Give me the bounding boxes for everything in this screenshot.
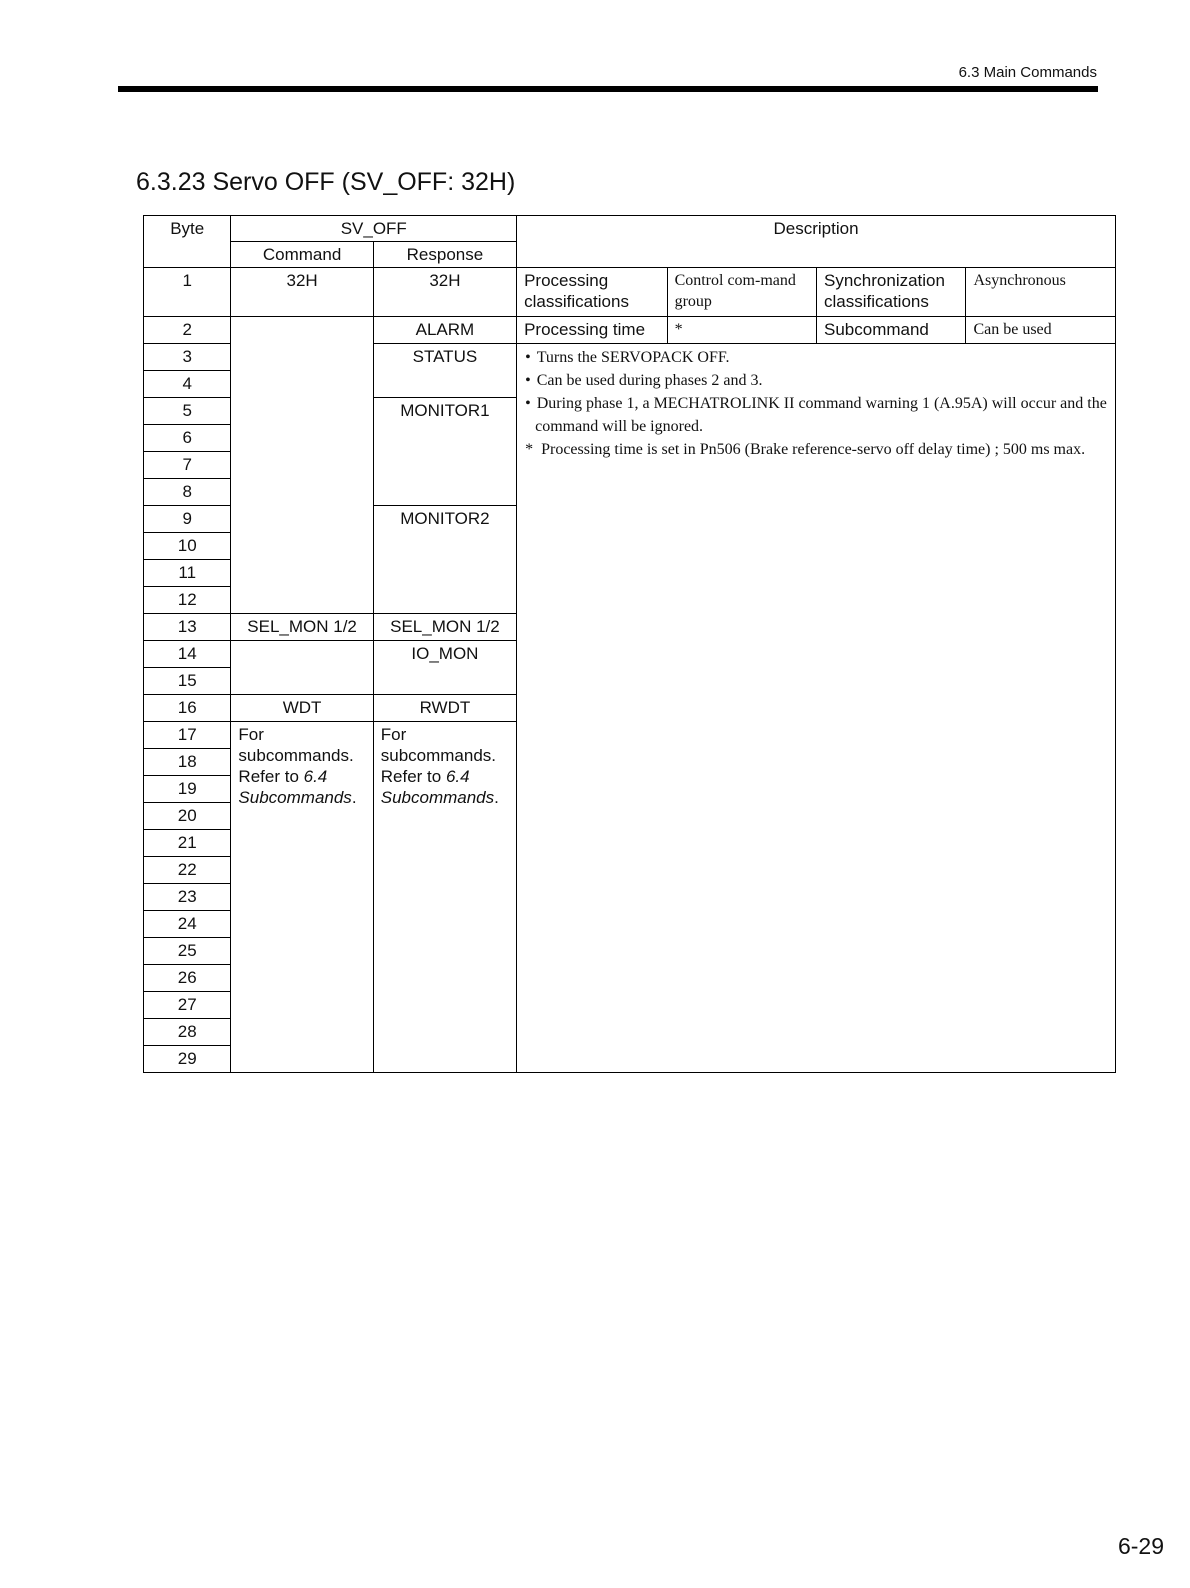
byte-cell: 20 <box>144 803 231 830</box>
byte-cell: 25 <box>144 938 231 965</box>
byte-cell: 7 <box>144 452 231 479</box>
byte-cell: 6 <box>144 425 231 452</box>
command-cell-subcommands: For subcommands. Refer to 6.4 Subcommands. <box>231 722 373 1073</box>
byte-cell: 21 <box>144 830 231 857</box>
response-cell-b13: SEL_MON 1/2 <box>373 614 516 641</box>
byte-cell: 3 <box>144 344 231 371</box>
sync-classification-label: Synchronization classifications <box>817 268 966 317</box>
description-bullet: • Turns the SERVOPACK OFF. <box>525 349 730 366</box>
header-response: Response <box>373 242 516 268</box>
command-cell-b1: 32H <box>231 268 373 317</box>
description-bullet: • During phase 1, a MECHATROLINK II command warning 1 (A.95A) will occur and the command will be ignored. <box>525 395 1107 435</box>
description-bullet: • Can be used during phases 2 and 3. <box>525 372 763 389</box>
response-cell-b5: MONITOR1 <box>373 398 516 506</box>
byte-cell: 17 <box>144 722 231 749</box>
byte-cell: 29 <box>144 1046 231 1073</box>
byte-cell: 15 <box>144 668 231 695</box>
processing-classification-value: Control com-mand group <box>667 268 816 317</box>
running-header: 6.3 Main Commands <box>958 64 1097 81</box>
response-cell-b3: STATUS <box>373 344 516 398</box>
response-cell-b14: IO_MON <box>373 641 516 695</box>
command-table <box>143 215 1116 1073</box>
response-cell-b1: 32H <box>373 268 516 317</box>
processing-time-label: Processing time <box>517 317 667 344</box>
byte-cell: 2 <box>144 317 231 344</box>
header-rule <box>118 86 1098 92</box>
header-sv-off: SV_OFF <box>231 216 517 242</box>
byte-cell: 12 <box>144 587 231 614</box>
section-title: 6.3.23 Servo OFF (SV_OFF: 32H) <box>136 168 516 196</box>
byte-cell: 1 <box>144 268 231 317</box>
byte-cell: 5 <box>144 398 231 425</box>
byte-cell: 8 <box>144 479 231 506</box>
byte-cell: 10 <box>144 533 231 560</box>
byte-cell: 19 <box>144 776 231 803</box>
subcommand-value: Can be used <box>966 317 1116 344</box>
response-cell-b2: ALARM <box>373 317 516 344</box>
header-description: Description <box>517 216 1116 268</box>
command-cell-b2-12 <box>231 317 373 614</box>
byte-cell: 18 <box>144 749 231 776</box>
byte-cell: 23 <box>144 884 231 911</box>
processing-classification-label: Processing classifications <box>517 268 667 317</box>
page-number: 6-29 <box>1117 1533 1164 1559</box>
command-cell-b14-15 <box>231 641 373 695</box>
processing-time-value: * <box>667 317 816 344</box>
header-byte: Byte <box>144 216 231 268</box>
byte-cell: 26 <box>144 965 231 992</box>
response-cell-subcommands: For subcommands. Refer to 6.4 Subcommands. <box>373 722 516 1073</box>
sync-classification-value: Asynchronous <box>966 268 1116 317</box>
byte-cell: 4 <box>144 371 231 398</box>
description-body <box>517 344 1116 1073</box>
byte-cell: 11 <box>144 560 231 587</box>
command-cell-b16: WDT <box>231 695 373 722</box>
byte-cell: 28 <box>144 1019 231 1046</box>
byte-cell: 22 <box>144 857 231 884</box>
command-cell-b13: SEL_MON 1/2 <box>231 614 373 641</box>
byte-cell: 24 <box>144 911 231 938</box>
byte-cell: 13 <box>144 614 231 641</box>
byte-cell: 14 <box>144 641 231 668</box>
byte-cell: 27 <box>144 992 231 1019</box>
response-cell-b9: MONITOR2 <box>373 506 516 614</box>
byte-cell: 16 <box>144 695 231 722</box>
header-command: Command <box>231 242 373 268</box>
subcommand-label: Subcommand <box>817 317 966 344</box>
description-note: * Processing time is set in Pn506 (Brake reference-servo off delay time) ; 500 ms max. <box>525 441 1086 458</box>
byte-cell: 9 <box>144 506 231 533</box>
response-cell-b16: RWDT <box>373 695 516 722</box>
